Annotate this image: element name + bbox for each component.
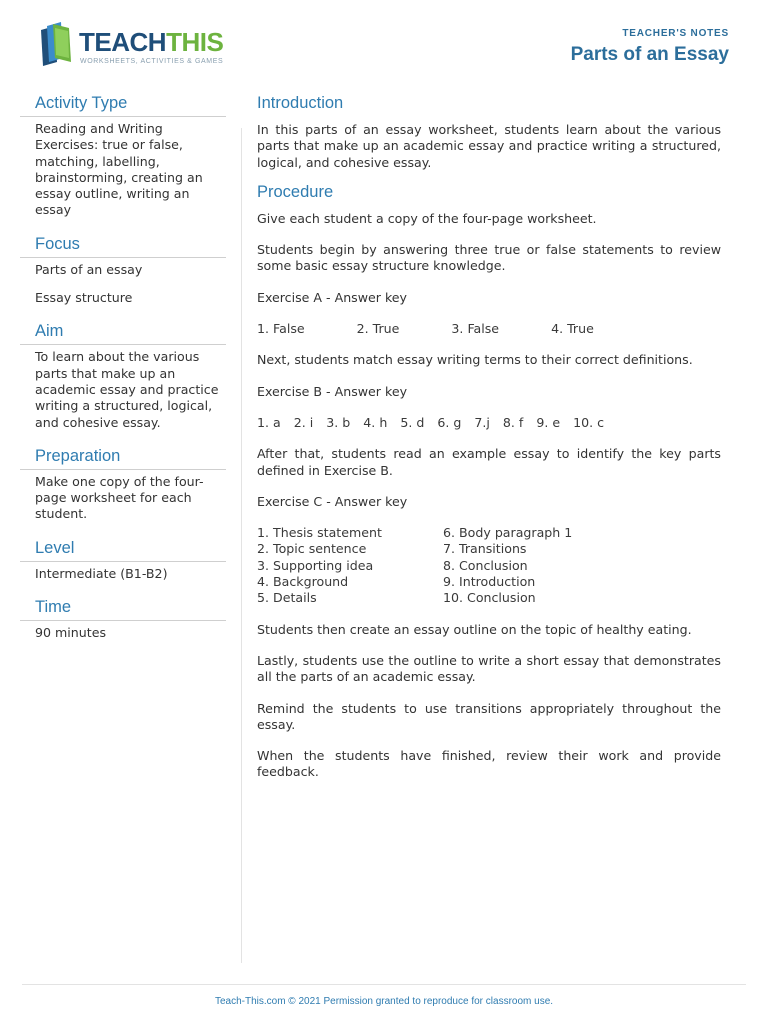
answer-item: 3. False bbox=[451, 321, 500, 337]
answer-item: 2. i bbox=[293, 414, 314, 430]
procedure-paragraph: Remind the students to use transitions appropriately throughout the essay. bbox=[257, 700, 721, 732]
procedure-paragraph: Lastly, students use the outline to write a short essay that demonstrates all the parts of an academic essay. bbox=[257, 652, 721, 685]
answer-item: 1. a bbox=[257, 414, 281, 430]
focus-item: Parts of an essay bbox=[35, 261, 143, 277]
procedure-paragraph: Give each student a copy of the four-page worksheet. bbox=[257, 210, 597, 226]
activity-type-text: Reading and Writing Exercises: true or false, matching, labelling, brainstorming, creating an essay outline, writing an essay bbox=[35, 121, 203, 218]
level-text: Intermediate (B1-B2) bbox=[35, 565, 168, 581]
footer-divider bbox=[22, 984, 746, 985]
procedure-paragraph: Students begin by answering three true or false statements to review some basic essay structure knowledge. bbox=[257, 242, 721, 274]
level-heading: Level bbox=[20, 539, 226, 562]
preparation-section bbox=[20, 447, 226, 523]
answer-item: 4. Background bbox=[257, 574, 349, 590]
exercise-a-answer-key bbox=[257, 321, 721, 337]
answer-item: 9. Introduction bbox=[443, 574, 536, 590]
procedure-paragraph: Students then create an essay outline on the topic of healthy eating. bbox=[257, 621, 692, 637]
activity-type-section bbox=[20, 94, 226, 219]
aim-heading: Aim bbox=[20, 322, 226, 345]
answer-item: 4. h bbox=[363, 414, 388, 430]
answer-item: 2. Topic sentence bbox=[257, 541, 367, 557]
aim-text: To learn about the various parts that make up an academic essay and practice writing a structured, logical, and cohesive essay. bbox=[35, 349, 219, 430]
teachers-notes-label: TEACHER'S NOTES bbox=[622, 28, 729, 39]
focus-item: Essay structure bbox=[35, 290, 133, 306]
book-logo-icon bbox=[35, 22, 77, 66]
focus-heading: Focus bbox=[20, 235, 226, 258]
answer-item: 6. g bbox=[437, 414, 462, 430]
procedure-heading: Procedure bbox=[257, 182, 334, 201]
answer-item: 1. False bbox=[257, 321, 305, 337]
answer-item: 10. c bbox=[573, 414, 605, 430]
time-section bbox=[20, 598, 226, 641]
answer-item: 8. Conclusion bbox=[443, 557, 528, 573]
answer-item: 7. Transitions bbox=[443, 541, 527, 557]
preparation-text: Make one copy of the four-page worksheet for each student. bbox=[35, 473, 204, 522]
answer-item: 5. d bbox=[400, 414, 425, 430]
exercise-c-answer-key bbox=[257, 525, 721, 606]
introduction-heading: Introduction bbox=[257, 94, 344, 112]
time-text: 90 minutes bbox=[35, 625, 107, 641]
time-heading: Time bbox=[20, 598, 226, 621]
page-header bbox=[0, 0, 768, 80]
answer-column-left bbox=[257, 525, 443, 606]
preparation-heading: Preparation bbox=[20, 447, 226, 470]
activity-type-heading: Activity Type bbox=[20, 94, 226, 117]
answer-item: 1. Thesis statement bbox=[257, 525, 382, 541]
procedure-paragraph: Next, students match essay writing terms to their correct definitions. bbox=[257, 352, 693, 368]
answer-item: 6. Body paragraph 1 bbox=[443, 525, 573, 541]
answer-item: 3. Supporting idea bbox=[257, 557, 374, 573]
main-content bbox=[257, 94, 721, 796]
answer-item: 5. Details bbox=[257, 590, 317, 606]
procedure-paragraph: After that, students read an example essay to identify the key parts defined in Exercise B. bbox=[257, 446, 721, 478]
answer-column-right bbox=[443, 525, 629, 606]
exercise-c-label: Exercise C - Answer key bbox=[257, 493, 408, 509]
column-divider bbox=[241, 128, 242, 963]
logo-wordmark: TEACHTHIS bbox=[79, 27, 224, 57]
answer-item: 9. e bbox=[536, 414, 561, 430]
sidebar bbox=[20, 94, 226, 657]
answer-item: 4. True bbox=[551, 321, 594, 337]
answer-item: 7.j bbox=[474, 414, 490, 430]
procedure-paragraph: When the students have finished, review their work and provide feedback. bbox=[257, 748, 721, 780]
focus-section bbox=[20, 235, 226, 307]
answer-item: 2. True bbox=[356, 321, 400, 337]
exercise-b-answer-key bbox=[257, 415, 721, 431]
level-section bbox=[20, 539, 226, 582]
answer-item: 8. f bbox=[502, 414, 524, 430]
answer-item: 10. Conclusion bbox=[443, 590, 536, 606]
introduction-text: In this parts of an essay worksheet, students learn about the various parts that make up an academic essay and practice writing a structured, logical, and cohesive essay. bbox=[257, 122, 721, 170]
exercise-a-label: Exercise A - Answer key bbox=[257, 289, 408, 305]
page-title: Parts of an Essay bbox=[570, 44, 729, 65]
aim-section bbox=[20, 322, 226, 430]
exercise-b-label: Exercise B - Answer key bbox=[257, 383, 408, 399]
footer-copyright: Teach-This.com © 2021 Permission granted to reproduce for classroom use. bbox=[214, 996, 554, 1007]
logo-tagline: WORKSHEETS, ACTIVITIES & GAMES bbox=[80, 58, 224, 65]
answer-item: 3. b bbox=[326, 414, 351, 430]
